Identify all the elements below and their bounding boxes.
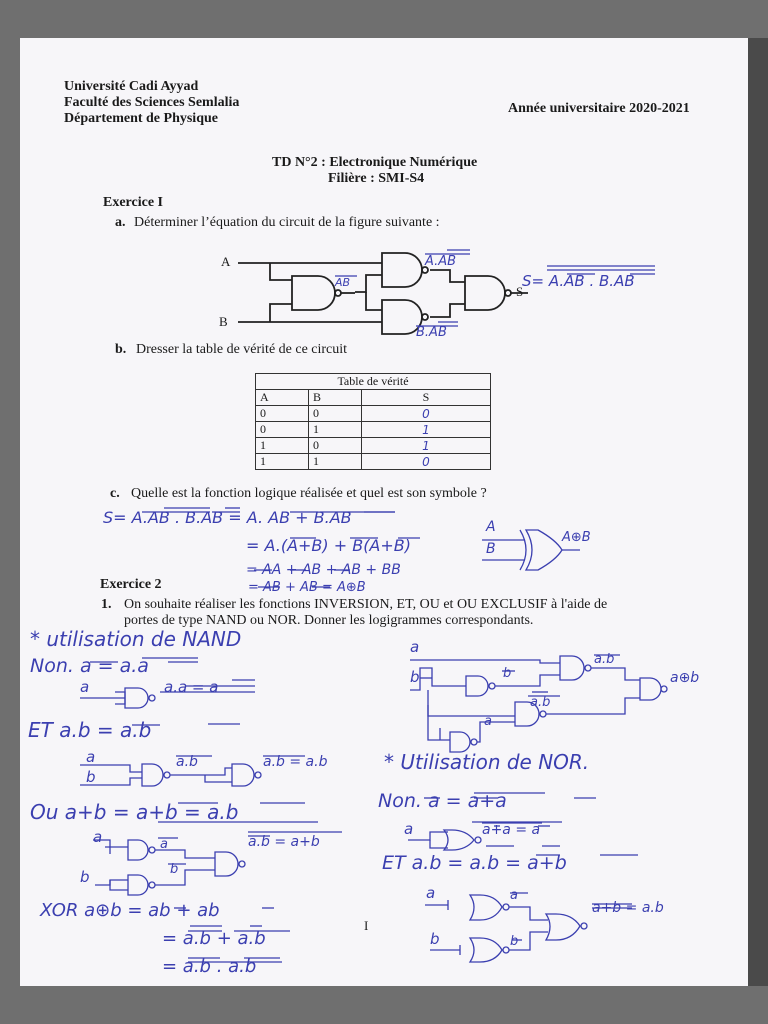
question-b-label: b. xyxy=(115,342,127,357)
nand-et-equation: ET a.b = a.b xyxy=(28,718,152,742)
nand-ou-input-b: b xyxy=(80,868,90,886)
question-b-text: Dresser la table de vérité de ce circuit xyxy=(136,342,348,357)
table-row: 0 0 0 xyxy=(256,406,491,422)
nand-xor-not-a: a xyxy=(484,714,492,729)
header-a: A xyxy=(256,390,309,406)
output-s-label: S xyxy=(516,284,524,299)
nand-non-equation: Non. a = a.a xyxy=(30,655,149,677)
nand-xor-input-b: b xyxy=(410,668,420,686)
page-number: I xyxy=(364,918,369,933)
academic-year: Année universitaire 2020-2021 xyxy=(508,101,690,116)
nand-ou-output: a.b = a+b xyxy=(248,834,320,850)
nand-xor-equation-1: XOR a⊕b = ab + ab xyxy=(40,900,220,921)
nor-non-equation: Non. a = a+a xyxy=(378,790,507,812)
nand-ou-not-a: a xyxy=(160,837,168,852)
department-name: Département de Physique xyxy=(64,111,218,126)
nor-et-input-a: a xyxy=(426,884,436,902)
td-title: TD N°2 : Electronique Numérique xyxy=(272,155,478,170)
nand-xor-ab1: a.b xyxy=(594,652,615,667)
question-1-line-1: On souhaite réaliser les fonctions INVERSION, ET, OU et OU EXCLUSIF à l'aide de xyxy=(124,597,608,612)
nor-et-equation: ET a.b = a.b = a+b xyxy=(382,852,567,874)
nand-ou-input-a: a xyxy=(93,828,103,846)
nand-et-output: a.b = a.b xyxy=(263,754,328,770)
table-row: 1 0 1 xyxy=(256,438,491,454)
truth-table xyxy=(255,373,491,470)
table-row: 0 1 1 xyxy=(256,422,491,438)
question-1-line-2: portes de type NAND ou NOR. Donner les logigrammes correspondants. xyxy=(124,613,534,628)
nand-xor-equation-2: = a.b + a.b xyxy=(162,928,266,949)
exercise-2-heading: Exercice 2 xyxy=(100,577,162,592)
truth-table-caption: Table de vérité xyxy=(256,374,491,390)
nor-non-output: a+a = a xyxy=(482,822,541,838)
nor-non-input: a xyxy=(404,820,414,838)
nor-et-output: a+b = a.b xyxy=(592,900,664,916)
c-line-2: = A.(A+B) + B(A+B) xyxy=(246,536,411,555)
nand-xor-not-b: b xyxy=(503,666,512,681)
faculty-name: Faculté des Sciences Semlalia xyxy=(64,95,240,110)
nand-title: * utilisation de NAND xyxy=(30,627,242,651)
nand-xor-ab2: a.b xyxy=(530,695,551,710)
table-row: 1 1 0 xyxy=(256,454,491,470)
exercise-1-heading: Exercice I xyxy=(103,195,163,210)
question-c-text: Quelle est la fonction logique réalisée et quel est son symbole ? xyxy=(131,486,487,501)
input-a-label: A xyxy=(221,254,231,269)
nand-non-output: a.a = a xyxy=(164,678,219,696)
question-a-text: Déterminer l’équation du circuit de la figure suivante : xyxy=(134,215,440,230)
question-a-label: a. xyxy=(115,215,126,230)
nand-et-input-a: a xyxy=(86,748,96,766)
nand-ou-not-b: b xyxy=(170,862,179,877)
header-b: B xyxy=(309,390,362,406)
gate-mid-output-note: AB xyxy=(335,276,351,289)
gate2-output-note: B.AB xyxy=(416,325,447,340)
track-title: Filière : SMI-S4 xyxy=(328,171,425,186)
nand-ou-equation: Ou a+b = a+b = a.b xyxy=(30,800,239,824)
nor-et-input-b: b xyxy=(430,930,440,948)
xor-output: A⊕B xyxy=(562,530,591,545)
nor-et-not-a: a xyxy=(510,888,518,903)
c-line-4: = AB + AB = A⊕B xyxy=(248,580,366,595)
nand-et-input-b: b xyxy=(86,768,96,786)
s-equation: S= A.AB . B.AB xyxy=(522,272,635,290)
gate1-output-note: A.AB xyxy=(425,254,457,269)
nand-et-mid: a.b xyxy=(176,754,198,770)
xor-input-a: A xyxy=(486,519,496,535)
nor-title: * Utilisation de NOR. xyxy=(384,750,590,774)
xor-input-b: B xyxy=(486,541,496,557)
nand-xor-output: a⊕b xyxy=(670,670,700,686)
question-c-label: c. xyxy=(110,486,120,501)
nand-xor-equation-3: = a.b . a.b xyxy=(162,956,257,977)
question-1-label: 1. xyxy=(101,597,112,612)
nor-et-not-b: b xyxy=(510,934,519,949)
input-b-label: B xyxy=(219,314,228,329)
nand-non-input: a xyxy=(80,678,90,696)
c-line-3: = AA + AB + AB + BB xyxy=(246,562,401,578)
header-s: S xyxy=(362,390,491,406)
nand-xor-input-a: a xyxy=(410,638,420,656)
university-name: Université Cadi Ayyad xyxy=(64,79,199,94)
c-line-1: S= A.AB . B.AB = A. AB + B.AB xyxy=(103,508,352,527)
